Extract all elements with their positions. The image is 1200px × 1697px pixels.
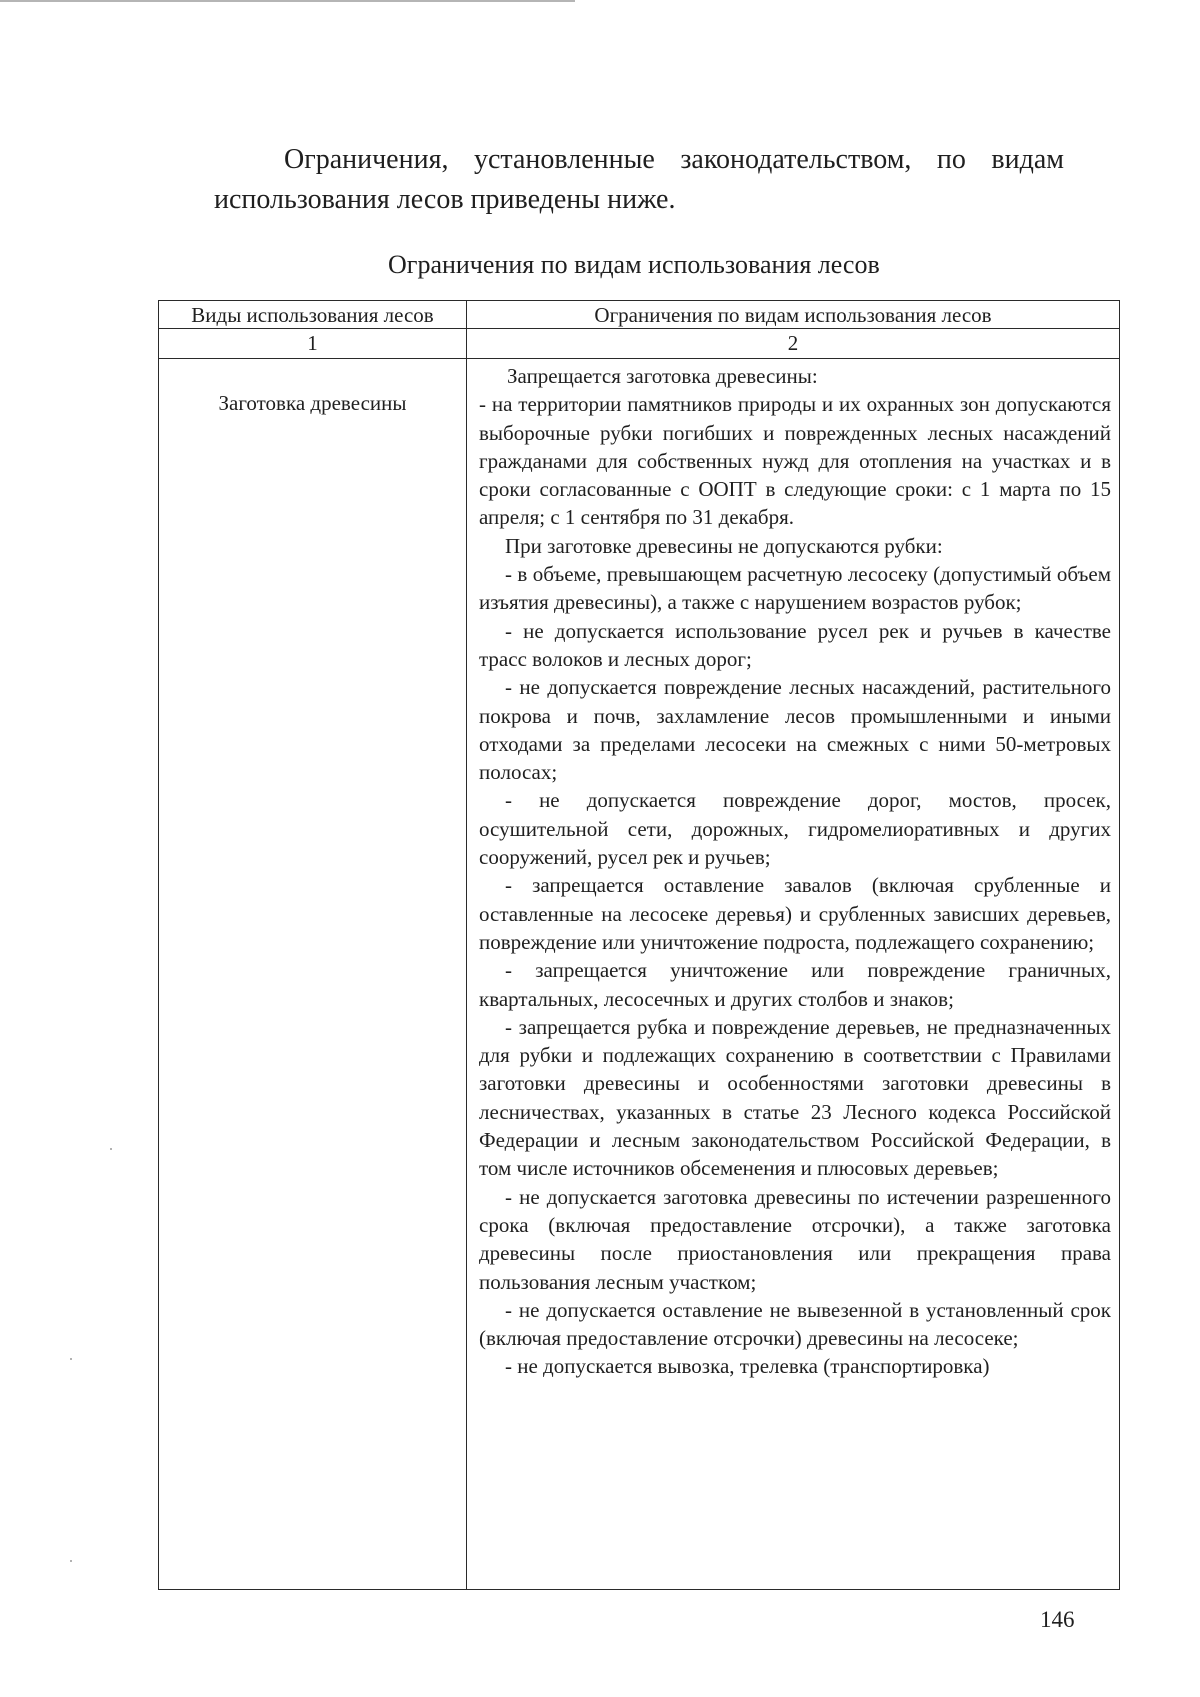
restriction-item: - запрещается оставление завалов (включая срубленные и оставленные на лесосеке деревья) и срубленных зависших деревьев, повреждение или уничтожение подроста, подлежащего сохранению; <box>479 873 1111 954</box>
restriction-item: - не допускается вывозка, трелевка (транспортировка) <box>505 1354 990 1379</box>
restriction-item: - запрещается рубка и повреждение деревьев, не предназначенных для рубки и подлежащих сохранению в соответствии с Правилами заготовки древесины и особенностями заготовки древесины в лесничествах, указанных в статье 23 Лесного кодекса Российской Федерации и лесным законодательством Российской Федерации, в том числе источников обсеменения и плюсовых деревьев; <box>479 1014 1111 1181</box>
restriction-item: - запрещается уничтожение или повреждение граничных, квартальных, лесосечных и других столбов и знаков; <box>479 958 1111 1011</box>
use-type-cell <box>159 359 467 1590</box>
scan-speck <box>70 1358 72 1360</box>
restriction-item: - на территории памятников природы и их охранных зон допускаются выборочные рубки погибших и поврежденных лесных насаждений гражданами для собственных нужд для отопления на участках и в сроки согласованные с ООПТ в следующие сроки: с 1 марта по 15 апреля; с 1 сентября по 31 декабря. <box>479 392 1111 530</box>
restriction-item: - не допускается заготовка древесины по истечении разрешенного срока (включая предоставление отсрочки), а также заготовка древесины после приостановления или прекращения права пользования лесным участком; <box>479 1184 1111 1294</box>
scan-speck <box>70 1560 72 1562</box>
scan-edge-line <box>0 0 575 2</box>
scan-speck <box>110 1148 112 1150</box>
header-use-type: Виды использования лесов <box>159 301 467 329</box>
intro-paragraph: Ограничения, установленные законодательством, по видам использования лесов приведены ниже. <box>214 144 1064 215</box>
restrictions-list <box>467 359 1119 1381</box>
restriction-item: При заготовке древесины не допускаются рубки: <box>505 533 943 558</box>
table-title: Ограничения по видам использования лесов <box>388 250 880 279</box>
restriction-item: Запрещается заготовка древесины: <box>507 364 818 388</box>
table-row <box>159 359 1120 1590</box>
restriction-item: - не допускается оставление не вывезенной в установленный срок (включая предоставление отсрочки) древесины на лесосеке; <box>479 1297 1111 1351</box>
restriction-item: - не допускается повреждение дорог, мостов, просек, осушительной сети, дорожных, гидромелиоративных и других сооружений, русел рек и ручьев; <box>479 788 1111 870</box>
use-type-label: Заготовка древесины <box>218 391 407 415</box>
column-number-2: 2 <box>467 329 1120 359</box>
page-number: 146 <box>1040 1607 1075 1632</box>
restrictions-table <box>158 300 1120 1590</box>
restrictions-cell <box>467 359 1120 1590</box>
restriction-item: - в объеме, превышающем расчетную лесосеку (допустимый объем изъятия древесины), а также с нарушением возрастов рубок; <box>479 562 1111 615</box>
restriction-item: - не допускается повреждение лесных насаждений, растительного покрова и почв, захламление лесов промышленными и иными отходами за пределами лесосеки на смежных с ними 50-метровых полосах; <box>479 675 1111 785</box>
table-header-row <box>159 301 1120 329</box>
column-number-1: 1 <box>159 329 467 359</box>
column-number-row <box>159 329 1120 359</box>
header-restrictions: Ограничения по видам использования лесов <box>467 301 1120 329</box>
restriction-item: - не допускается использование русел рек и ручьев в качестве трасс волоков и лесных дорог; <box>479 618 1111 671</box>
